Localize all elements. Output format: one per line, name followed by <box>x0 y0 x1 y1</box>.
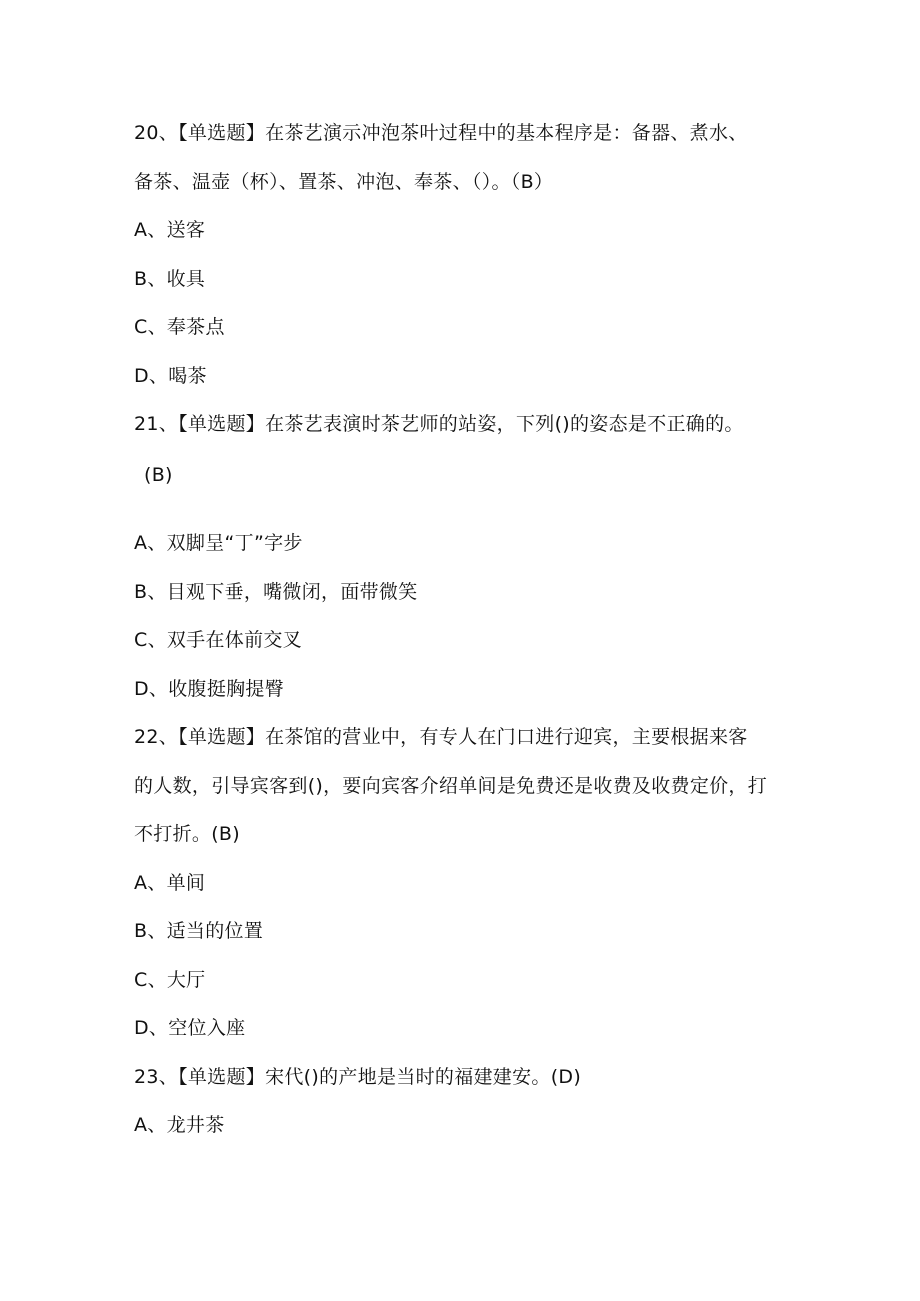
question-21-option-a: A、双脚呈“丁”字步 <box>134 532 303 554</box>
question-20-option-a: A、送客 <box>134 219 206 241</box>
question-22-option-b: B、适当的位置 <box>134 920 264 942</box>
question-21-option-c: C、双手在体前交叉 <box>134 629 302 651</box>
question-22-option-a: A、单间 <box>134 872 206 894</box>
question-22-option-d: D、空位入座 <box>134 1017 246 1039</box>
question-23-option-a: A、龙井茶 <box>134 1114 225 1136</box>
question-22-line-2: 的人数，引导宾客到()，要向宾客介绍单间是免费还是收费及收费定价，打 <box>134 775 768 797</box>
question-21-line-2: (B) <box>144 464 173 486</box>
question-20-line-2: 备茶、温壶（杯）、置茶、冲泡、奉茶、（）。（B） <box>134 171 554 193</box>
question-20-option-b: B、收具 <box>134 268 206 290</box>
question-20-option-c: C、奉茶点 <box>134 316 225 338</box>
question-22-option-c: C、大厅 <box>134 969 206 991</box>
question-23-line-1: 23、【单选题】宋代()的产地是当时的福建建安。(D) <box>134 1066 582 1088</box>
question-21-option-b: B、目观下垂，嘴微闭，面带微笑 <box>134 581 418 603</box>
question-21-line-1: 21、【单选题】在茶艺表演时茶艺师的站姿，下列()的姿态是不正确的。 <box>134 413 744 435</box>
question-21-option-d: D、收腹挺胸提臀 <box>134 678 285 700</box>
question-20-option-d: D、喝茶 <box>134 365 207 387</box>
question-20-line-1: 20、【单选题】在茶艺演示冲泡茶叶过程中的基本程序是：备器、煮水、 <box>134 122 748 144</box>
question-22-line-1: 22、【单选题】在茶馆的营业中，有专人在门口进行迎宾，主要根据来客 <box>134 726 748 748</box>
question-22-line-3: 不打折。(B) <box>134 823 240 845</box>
